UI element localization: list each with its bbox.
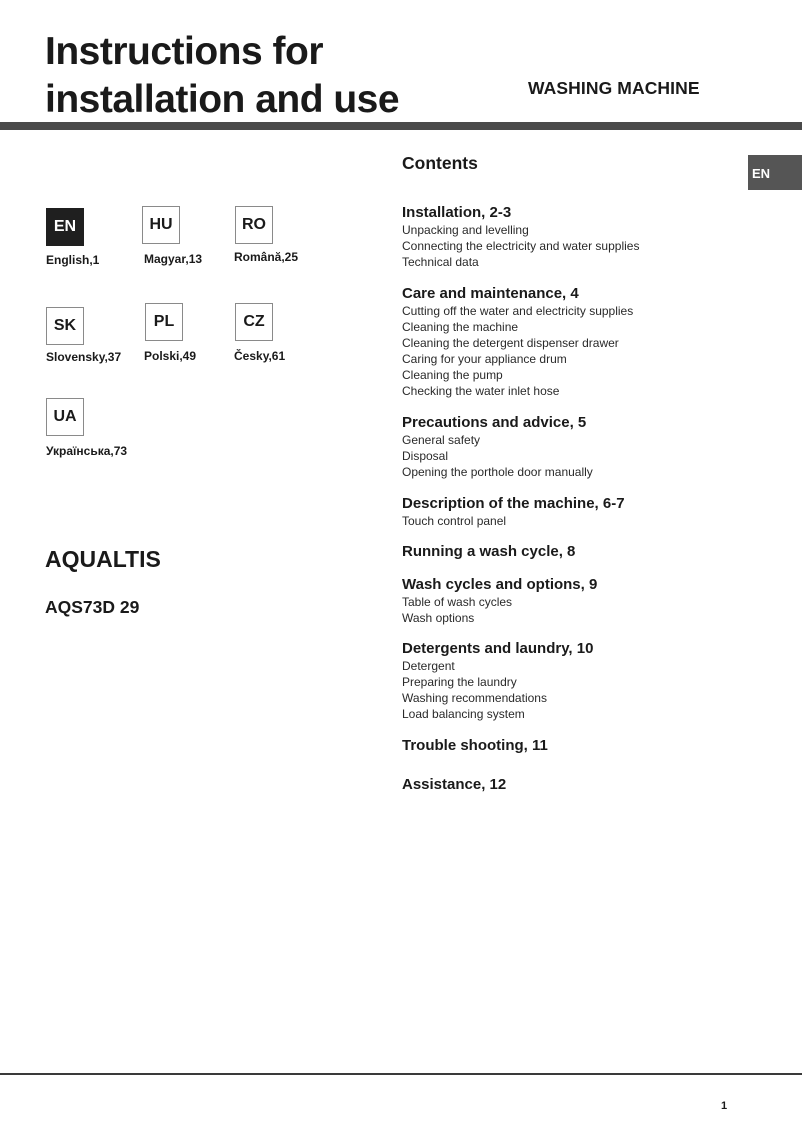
- language-code-box[interactable]: EN: [46, 208, 84, 246]
- toc-section-detergents: [402, 640, 593, 722]
- product-brand: AQUALTIS: [45, 546, 161, 572]
- toc-item[interactable]: Connecting the electricity and water supplies: [402, 239, 640, 254]
- contents-title: Contents: [402, 153, 478, 173]
- toc-section-wash-cycles: [402, 576, 597, 626]
- toc-section-care: [402, 285, 633, 400]
- toc-item[interactable]: Preparing the laundry: [402, 675, 517, 690]
- header-divider: [0, 122, 802, 130]
- toc-section-trouble: [402, 737, 548, 755]
- toc-item[interactable]: Touch control panel: [402, 514, 507, 528]
- toc-section-installation: [402, 204, 639, 270]
- title-line-1: Instructions for: [45, 30, 324, 73]
- title-line-2: installation and use: [45, 78, 400, 121]
- language-side-tab: EN: [748, 155, 802, 190]
- toc-item[interactable]: Checking the water inlet hose: [402, 384, 560, 399]
- product-model: AQS73D 29: [45, 597, 140, 617]
- toc-section-running: [402, 543, 575, 561]
- language-code-box[interactable]: UA: [46, 398, 84, 436]
- document-title: [45, 28, 399, 124]
- toc-heading[interactable]: Trouble shooting, 11: [402, 737, 548, 754]
- language-ua[interactable]: [46, 398, 128, 458]
- toc-item[interactable]: Opening the porthole door manually: [402, 465, 593, 480]
- language-hu[interactable]: [142, 206, 203, 266]
- language-code-box[interactable]: HU: [142, 206, 180, 244]
- footer-divider: [0, 1073, 802, 1075]
- toc-item[interactable]: Cleaning the pump: [402, 368, 503, 383]
- toc-section-description: [402, 495, 625, 529]
- toc-heading[interactable]: Installation, 2-3: [402, 204, 512, 221]
- toc-item[interactable]: Unpacking and levelling: [402, 223, 529, 237]
- toc-heading[interactable]: Detergents and laundry, 10: [402, 640, 594, 657]
- language-label: Українська,73: [46, 444, 128, 458]
- language-label: Magyar,13: [144, 252, 203, 266]
- toc-heading[interactable]: Wash cycles and options, 9: [402, 576, 598, 593]
- toc-item[interactable]: Detergent: [402, 659, 455, 673]
- toc-heading[interactable]: Precautions and advice, 5: [402, 414, 587, 431]
- toc-heading[interactable]: Assistance, 12: [402, 776, 507, 793]
- language-sk[interactable]: [46, 307, 122, 364]
- toc-section-precautions: [402, 414, 593, 480]
- toc-heading[interactable]: Running a wash cycle, 8: [402, 543, 576, 560]
- language-label: Polski,49: [144, 349, 197, 363]
- toc-item[interactable]: Table of wash cycles: [402, 595, 513, 609]
- language-label: Slovensky,37: [46, 350, 122, 364]
- language-ro[interactable]: [234, 206, 299, 264]
- language-label: Română,25: [234, 250, 299, 264]
- toc-section-assistance: [402, 776, 506, 794]
- toc-item[interactable]: Load balancing system: [402, 707, 525, 722]
- page-number: 1: [721, 1100, 728, 1112]
- toc-item[interactable]: Technical data: [402, 255, 479, 270]
- toc-item[interactable]: Caring for your appliance drum: [402, 352, 567, 367]
- language-pl[interactable]: [144, 303, 197, 363]
- toc-item[interactable]: Disposal: [402, 449, 449, 464]
- toc-item[interactable]: Cleaning the machine: [402, 320, 519, 335]
- toc-item[interactable]: Wash options: [402, 611, 475, 626]
- language-code-box[interactable]: RO: [235, 206, 273, 244]
- language-code-box[interactable]: SK: [46, 307, 84, 345]
- toc-item[interactable]: General safety: [402, 433, 481, 447]
- language-code-box[interactable]: PL: [145, 303, 183, 341]
- language-label: English,1: [46, 253, 100, 267]
- language-label: Česky,61: [234, 349, 286, 363]
- toc-item[interactable]: Cutting off the water and electricity supplies: [402, 304, 634, 318]
- toc-item[interactable]: Cleaning the detergent dispenser drawer: [402, 336, 619, 351]
- toc-heading[interactable]: Description of the machine, 6-7: [402, 495, 625, 512]
- product-category: WASHING MACHINE: [528, 78, 700, 98]
- language-code-box[interactable]: CZ: [235, 303, 273, 341]
- toc-heading[interactable]: Care and maintenance, 4: [402, 285, 579, 302]
- toc-item[interactable]: Washing recommendations: [402, 691, 547, 706]
- language-en[interactable]: [46, 208, 100, 267]
- language-cz[interactable]: [234, 303, 286, 363]
